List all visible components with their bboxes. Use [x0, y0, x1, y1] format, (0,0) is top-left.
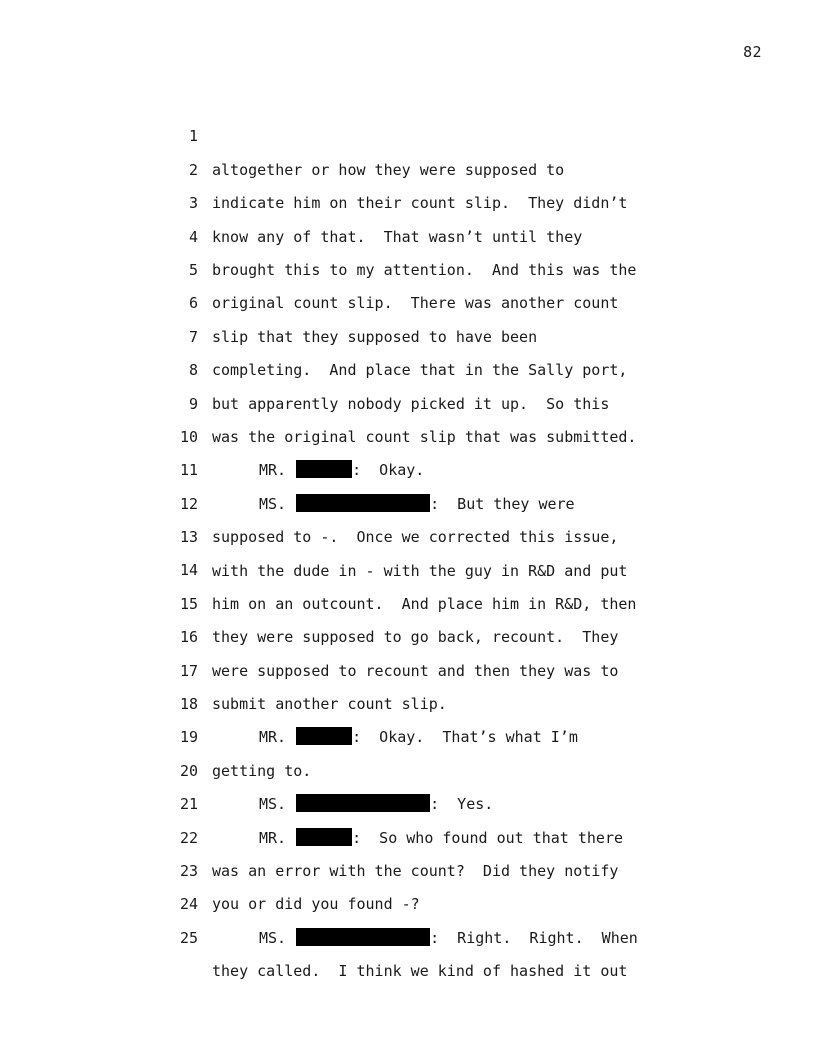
line-text: brought this to my attention. And this was the [212, 260, 637, 279]
line-number: 19 [179, 728, 198, 747]
line-text: know any of that. That wasn’t until they [212, 227, 583, 246]
line-number: 11 [179, 461, 198, 480]
transcript-line [0, 87, 816, 179]
speaker-remark: : But they were [430, 494, 575, 513]
speaker-title: MS. [259, 494, 287, 513]
line-number: 10 [179, 427, 198, 446]
line-number: 12 [179, 494, 198, 513]
line-number: 1 [188, 127, 198, 146]
line-number: 13 [179, 528, 198, 547]
redaction-bar [296, 928, 430, 946]
line-number: 22 [179, 828, 198, 847]
speaker-remark: : Yes. [430, 795, 494, 814]
line-text: was an error with the count? Did they notify [212, 862, 619, 881]
line-text: submit another count slip. [212, 695, 447, 714]
line-text: with the dude in - with the guy in R&D and put [212, 561, 628, 580]
line-text: but apparently nobody picked it up. So this [212, 394, 610, 413]
line-number: 21 [179, 795, 198, 814]
speaker-title: MR. [259, 728, 287, 747]
line-text: original count slip. There was another count [212, 294, 619, 313]
line-text: was the original count slip that was submitted. [212, 427, 637, 446]
line-text: supposed to -. Once we corrected this issue, [212, 528, 619, 547]
line-number: 18 [179, 695, 198, 714]
line-text: they were supposed to go back, recount. They [212, 628, 619, 647]
line-text: altogether or how they were supposed to [212, 160, 565, 179]
speaker-remark: : Okay. That’s what I’m [352, 728, 578, 747]
line-text: were supposed to recount and then they was to [212, 661, 619, 680]
line-text: indicate him on their count slip. They didn’t [212, 194, 628, 213]
line-text: they called. I think we kind of hashed it out [212, 962, 628, 981]
line-number: 6 [188, 294, 198, 313]
line-number: 15 [179, 594, 198, 613]
speaker-remark: : Right. Right. When [430, 928, 638, 947]
transcript-body [0, 87, 816, 981]
speaker-title: MR. [259, 461, 287, 480]
speaker-title: MR. [259, 828, 287, 847]
line-number: 2 [188, 160, 198, 179]
line-number: 23 [179, 862, 198, 880]
line-number: 16 [179, 628, 198, 647]
speaker-remark: : Okay. [352, 461, 425, 480]
line-number: 20 [179, 761, 198, 780]
line-text: completing. And place that in the Sally port, [212, 361, 628, 380]
line-number: 24 [179, 895, 198, 914]
line-number: 9 [188, 394, 198, 413]
line-text: getting to. [212, 761, 312, 780]
line-number: 14 [179, 561, 198, 580]
line-text: him on an outcount. And place him in R&D, then [212, 594, 637, 613]
speaker-remark: : So who found out that there [352, 828, 624, 847]
line-number: 17 [179, 661, 198, 680]
line-number: 3 [188, 194, 198, 213]
line-number: 5 [188, 260, 198, 279]
line-text [259, 922, 638, 955]
line-text: slip that they supposed to have been [212, 327, 538, 346]
line-number: 8 [188, 361, 198, 380]
speaker-title: MS. [259, 928, 287, 947]
speaker-title: MS. [259, 795, 287, 814]
line-number: 25 [179, 928, 198, 947]
line-text: you or did you found -? [212, 895, 420, 914]
line-number: 4 [188, 227, 198, 246]
line-number: 7 [188, 327, 198, 346]
page-number: 82 [743, 43, 762, 61]
